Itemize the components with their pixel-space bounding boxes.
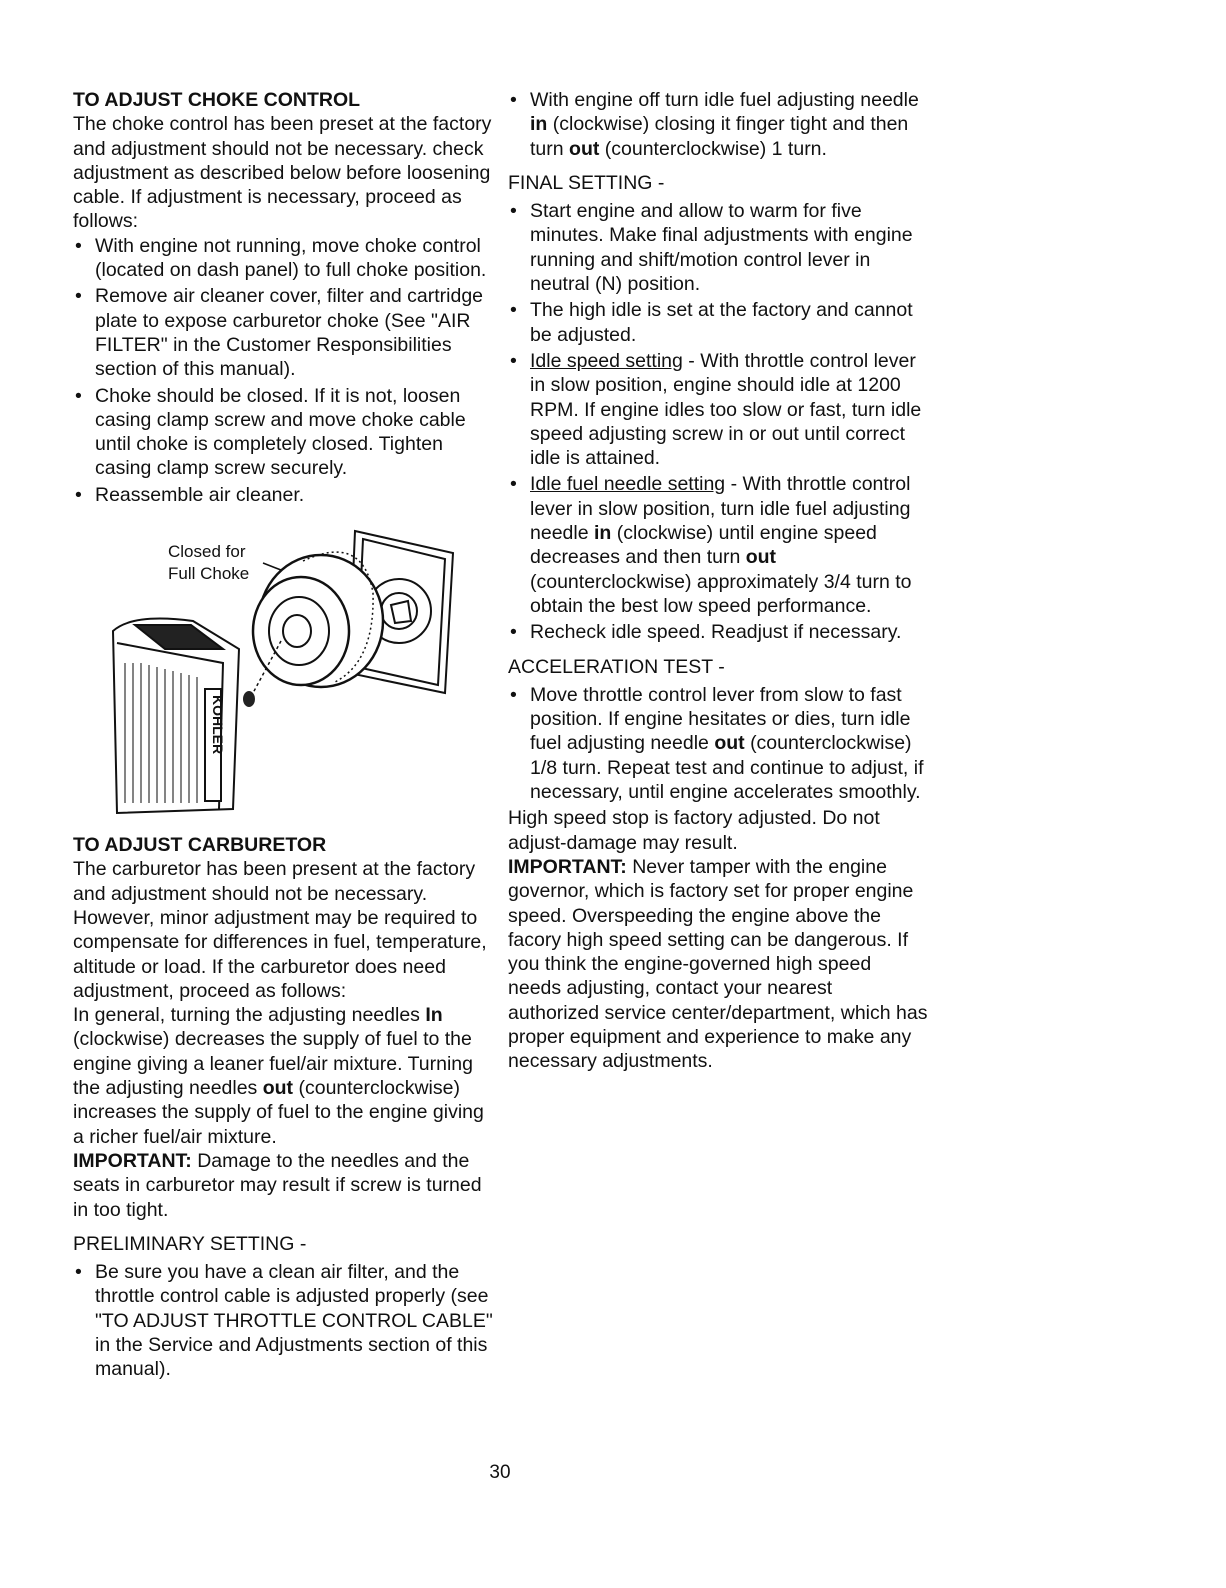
carburetor-intro: The carburetor has been present at the factory and adjustment should not be necessary. However, minor adjustment may be required to compensate for differences in fuel, temperature, altitude or load. If the carburetor does need adjustment, proceed as follows: xyxy=(73,858,487,1002)
general-out-word: out xyxy=(262,1077,294,1100)
final-step-1: • Start engine and allow to warm for five minutes. Make final adjustments with engine running and shift/motion control lever in neutral (N) position. xyxy=(508,199,928,296)
general-text-3: (counterclockwise) increases the supply of fuel to the engine giving a richer fuel/air mixture. xyxy=(73,1077,484,1148)
idle-fuel-text-2: (clockwise) until engine speed decreases and then turn xyxy=(530,522,877,569)
idle-speed-text: - With throttle control lever in slow position, engine should idle at 1200 RPM. If engine idles too slow or fast, turn idle speed adjusting screw in or out until correct idle is attained. xyxy=(530,349,922,470)
acceleration-heading: ACCELERATION TEST - xyxy=(508,655,725,678)
foam-filter xyxy=(253,552,383,687)
general-in-word: In xyxy=(425,1004,443,1027)
important-text: Damage to the needles and the seats in carburetor may result if screw is turned in too tight. xyxy=(73,1149,482,1221)
acceleration-step-1 xyxy=(508,683,928,804)
final-step-2: • The high idle is set at the factory and cannot be adjusted. xyxy=(508,298,928,347)
final-setting-heading: FINAL SETTING - xyxy=(508,171,665,194)
prelim-text-2: (clockwise) closing it finger tight and then turn xyxy=(530,113,909,160)
choke-step-2: • Remove air cleaner cover, filter and cartridge plate to expose carburetor choke (See "AIR FILTER" in the Customer Responsibilities section of this manual). xyxy=(73,284,493,381)
carburetor-important xyxy=(73,1149,493,1222)
choke-step-3: • Choke should be closed. If it is not, loosen casing clamp screw and move choke cable until choke is completely closed. Tighten casing clamp screw securely. xyxy=(73,384,493,481)
accel-text-2: (counterclockwise) 1/8 turn. Repeat test and continue to adjust, if necessary, until engine accelerates smoothly. xyxy=(530,732,924,804)
final-step-4 xyxy=(508,472,928,618)
high-speed-note: High speed stop is factory adjusted. Do not adjust-damage may result. xyxy=(508,807,880,854)
choke-step-1: • With engine not running, move choke control (located on dash panel) to full choke position. xyxy=(73,234,493,283)
final-step-3 xyxy=(508,349,928,470)
prelim-out-word: out xyxy=(569,137,600,160)
carburetor-general xyxy=(73,1003,493,1149)
wing-nut xyxy=(243,691,255,707)
acceleration-steps xyxy=(508,683,928,804)
left-column xyxy=(73,88,493,1384)
preliminary-steps xyxy=(73,1260,493,1381)
prelim-text-1: With engine off turn idle fuel adjusting needle xyxy=(530,89,919,111)
final-setting-steps xyxy=(508,199,928,644)
accel-out-word: out xyxy=(714,732,745,755)
air-cleaner-illustration xyxy=(73,513,493,833)
idle-fuel-text-3: (counterclockwise) approximately 3/4 turn to obtain the best low speed performance. xyxy=(530,570,912,617)
general-text-2: (clockwise) decreases the supply of fuel to the engine giving a leaner fuel/air mixture. Turning the adjusting needles xyxy=(73,1028,473,1100)
idle-fuel-out-word: out xyxy=(745,546,777,569)
page-number: 30 xyxy=(489,1462,511,1483)
governor-important xyxy=(508,855,928,1074)
right-column xyxy=(508,88,928,1074)
choke-step-4: • Reassemble air cleaner. xyxy=(73,483,493,507)
choke-steps xyxy=(73,234,493,507)
choke-figure xyxy=(73,513,493,833)
idle-fuel-in-word: in xyxy=(593,522,612,545)
idle-fuel-label: Idle fuel needle setting xyxy=(530,473,726,496)
choke-heading: TO ADJUST CHOKE CONTROL xyxy=(73,89,361,111)
final-step-5: • Recheck idle speed. Readjust if necessary. xyxy=(508,620,928,644)
figure-label xyxy=(168,541,249,585)
prelim-in-word: in xyxy=(530,113,548,136)
brand-logo: KOHLER xyxy=(210,695,226,755)
idle-fuel-text-1: - With throttle control lever in slow position, turn idle fuel adjusting needle xyxy=(530,473,911,545)
idle-speed-label: Idle speed setting xyxy=(530,349,683,372)
preliminary-heading: PRELIMINARY SETTING - xyxy=(73,1232,307,1255)
preliminary-step-1: • Be sure you have a clean air filter, and the throttle control cable is adjusted properly (see "TO ADJUST THROTTLE CONTROL CABLE" in the Service and Adjustments section of this manual). xyxy=(73,1260,493,1381)
preliminary-step-2 xyxy=(508,88,928,161)
governor-important-label: IMPORTANT: xyxy=(508,855,627,878)
carburetor-heading: TO ADJUST CARBURETOR xyxy=(73,834,327,857)
important-label: IMPORTANT: xyxy=(73,1149,192,1172)
choke-intro: The choke control has been preset at the factory and adjustment should not be necessary. check adjustment as described below before loosening cable. If adjustment is necessary, proceed as follows: xyxy=(73,113,492,233)
governor-important-text: Never tamper with the engine governor, which is factory set for proper engine speed. Overspeeding the engine above the facory high speed setting can be dangerous. If you think the engine-governed high speed needs adjusting, contact your nearest authorized service center/department, which has proper equipment and experience to make any necessary adjustments. xyxy=(508,855,928,1073)
accel-text-1: Move throttle control lever from slow to fast position. If engine hesitates or dies, turn idle fuel adjusting needle xyxy=(530,683,911,755)
general-text-1: In general, turning the adjusting needles xyxy=(73,1004,420,1027)
prelim-text-3: (counterclockwise) 1 turn. xyxy=(604,137,827,160)
preliminary-steps-continued xyxy=(508,88,928,161)
figure-label-line1: Closed for xyxy=(168,542,246,562)
figure-label-line2: Full Choke xyxy=(168,564,250,584)
